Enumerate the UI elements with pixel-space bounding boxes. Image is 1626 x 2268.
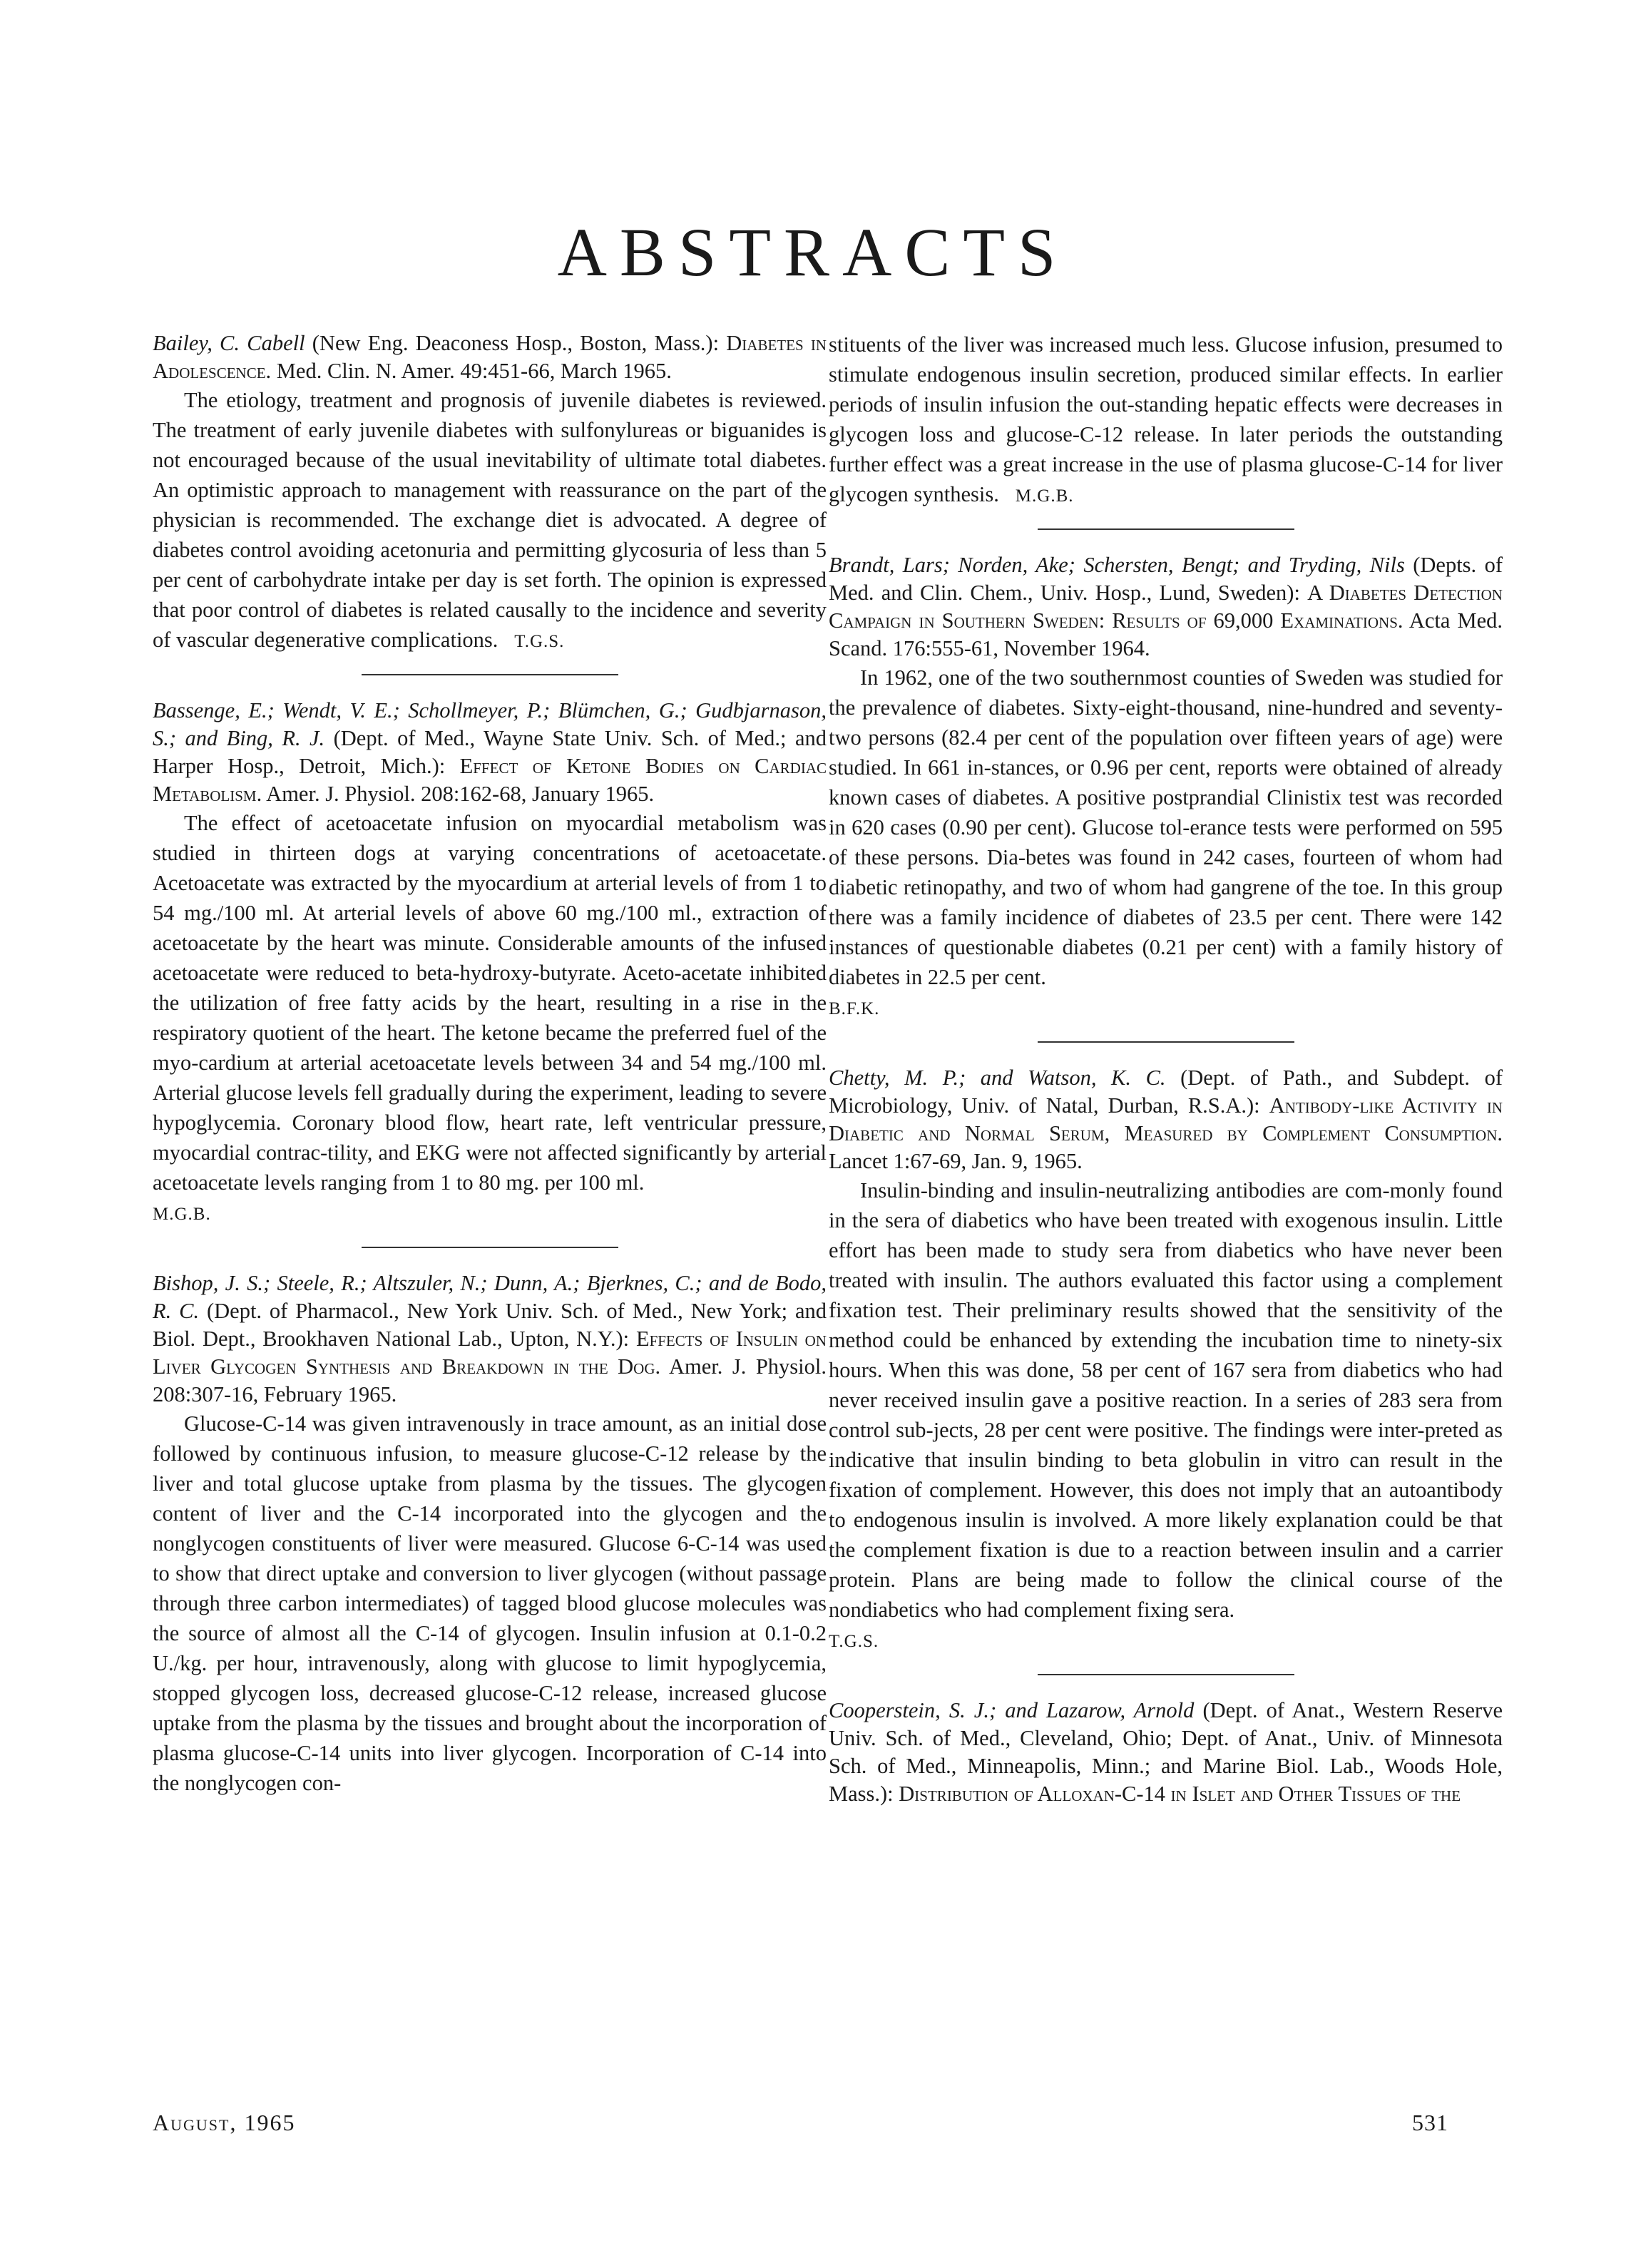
source: Med. Clin. N. Amer. 49:451-66, March 1965.	[271, 359, 672, 383]
separator-rule	[362, 1247, 618, 1248]
abstract-bassenge	[153, 697, 827, 1230]
abstract-body	[153, 1409, 827, 1798]
abstract-body	[153, 808, 827, 1230]
abstract-body-continued	[829, 330, 1503, 511]
article-title: Effect of Ketone Bodies on Cardiac Metabolism.	[153, 754, 827, 806]
source: Lancet 1:67-69, Jan. 9, 1965.	[829, 1149, 1083, 1173]
citation	[829, 1697, 1503, 1808]
right-column	[829, 330, 1503, 1808]
separator-rule	[362, 674, 618, 675]
reviewer-initials: M.G.B.	[153, 1205, 211, 1224]
affiliation: (Depts. of Med. and Clin. Chem., Univ. Hosp., Lund, Sweden):	[829, 553, 1503, 605]
abstract-text: The etiology, treatment and prognosis of juvenile diabetes is reviewed. The treatment of early juvenile diabetes with sulfonylureas or biguanides is not encouraged because of the usual inevitability of ultimate total diabetes. An optimistic approach to management with reassurance on the part of the physician is recommended. The exchange diet is advocated. A degree of diabetes control avoiding acetonuria and permitting glycosuria of less than 5 per cent of carbohydrate intake per day is set forth. The opinion is expressed that poor control of diabetes is related causally to the incidence and severity of vascular degenerative complications.	[153, 388, 827, 652]
article-title: Diabetes in Adolescence.	[153, 331, 827, 383]
authors: Cooperstein, S. J.; and Lazarow, Arnold	[829, 1698, 1195, 1722]
affiliation: (Dept. of Path., and Subdept. of Microbiology, Univ. of Natal, Durban, R.S.A.):	[829, 1066, 1503, 1118]
affiliation: (New Eng. Deaconess Hosp., Boston, Mass.):	[305, 331, 727, 355]
page-title: ABSTRACTS	[557, 214, 1069, 290]
authors: Bishop, J. S.; Steele, R.; Altszuler, N.; Dunn, A.; Bjerknes, C.; and de Bodo, R. C.	[153, 1271, 827, 1323]
left-column	[153, 330, 827, 1798]
abstract-text: Insulin-binding and insulin-neutralizing antibodies are com-monly found in the sera of diabetics who have been treated with exogenous insulin. Little effort has been made to study sera from diabetics who have never been treated with insulin. The authors evaluated this factor using a complement fixation test. Their preliminary results showed that the sensitivity of the method could be enhanced by extending the incubation time to ninety-six hours. When this was done, 58 per cent of 167 sera from diabetics who had never received insulin gave a positive reaction. In a series of 283 sera from control sub-jects, 28 per cent were positive. The findings were inter-preted as indicative that insulin binding to beta globulin in vitro can result in the fixation of complement. However, this does not imply that an autoantibody to endogenous insulin is involved. A more likely explanation could be that the complement fixation is due to a reaction between insulin and a carrier protein. Plans are being made to follow the clinical course of the nondiabetics who had complement fixing sera.	[829, 1178, 1503, 1622]
footer-date: August, 1965	[153, 2110, 296, 2135]
page-number: 531	[1412, 2110, 1448, 2135]
abstract-text: stituents of the liver was increased much less. Glucose infusion, presumed to stimulate endogenous insulin secretion, produced similar effects. In earlier periods of insulin infusion the out-standing hepatic effects were decreases in glycogen loss and glucose-C-12 release. In later periods the outstanding further effect was a great increase in the use of plasma glucose-C-14 for liver glycogen synthesis.	[829, 332, 1503, 506]
citation	[153, 330, 827, 385]
separator-rule	[1038, 1674, 1294, 1675]
article-title: Distribution of Alloxan-C-14 in Islet and Other Tissues of the	[899, 1782, 1461, 1806]
authors: Brandt, Lars; Norden, Ake; Schersten, Bengt; and Tryding, Nils	[829, 553, 1405, 577]
reviewer-initials: M.G.B.	[1015, 486, 1074, 506]
abstract-body	[829, 663, 1503, 1024]
article-title: Antibody-like Activity in Diabetic and Normal Serum, Measured by Complement Consumption.	[829, 1093, 1503, 1145]
authors: Bailey, C. Cabell	[153, 331, 305, 355]
abstract-body	[153, 385, 827, 657]
separator-rule	[1038, 528, 1294, 530]
citation	[829, 1064, 1503, 1175]
abstract-text: Glucose-C-14 was given intravenously in trace amount, as an initial dose followed by continuous infusion, to measure glucose-C-12 release by the liver and total glucose uptake from plasma by the tissues. The glycogen content of liver and the C-14 incorporated into the glycogen and the nonglycogen constituents of liver were measured. Glucose 6-C-14 was used to show that direct uptake and conversion to liver glycogen (without passage through three carbon intermediates) of tagged blood glucose molecules was the source of almost all the C-14 of glycogen. Insulin infusion at 0.1-0.2 U./kg. per hour, intravenously, along with glucose to limit hypoglycemia, stopped glycogen loss, decreased glucose-C-12 release, increased glucose uptake from the plasma by the tissues and brought about the incorporation of plasma glucose-C-14 units into liver glycogen. Incorporation of C-14 into the nonglycogen con-	[153, 1411, 827, 1795]
affiliation: (Dept. of Pharmacol., New York Univ. Sch. of Med., New York; and Biol. Dept., Brookhaven National Lab., Upton, N.Y.):	[153, 1299, 827, 1351]
abstract-bishop-continued	[829, 330, 1503, 511]
reviewer-initials: T.G.S.	[829, 1632, 879, 1651]
citation	[829, 551, 1503, 663]
source: Amer. J. Physiol. 208:307-16, February 1965.	[153, 1354, 827, 1406]
authors: Bassenge, E.; Wendt, V. E.; Schollmeyer, P.; Blümchen, G.; Gudbjarnason, S.; and Bing, R. J.	[153, 698, 827, 750]
abstract-text: The effect of acetoacetate infusion on myocardial metabolism was studied in thirteen dogs at varying concentrations of acetoacetate. Acetoacetate was extracted by the myocardium at arterial levels of from 1 to 54 mg./100 ml. At arterial levels of above 60 mg./100 ml., extraction of acetoacetate by the heart was minute. Considerable amounts of the infused acetoacetate were reduced to beta-hydroxy-butyrate. Aceto-acetate inhibited the utilization of free fatty acids by the heart, resulting in a rise in the respiratory quotient of the heart. The ketone became the preferred fuel of the myo-cardium at arterial acetoacetate levels between 34 and 54 mg./100 ml. Arterial glucose levels fell gradually during the experiment, leading to severe hypoglycemia. Coronary blood flow, heart rate, left ventricular pressure, myocardial contrac-tility, and EKG were not affected significantly by arterial acetoacetate levels ranging from 1 to 80 mg. per 100 ml.	[153, 811, 827, 1195]
authors: Chetty, M. P.; and Watson, K. C.	[829, 1066, 1166, 1090]
abstract-chetty	[829, 1064, 1503, 1657]
source: Acta Med. Scand. 176:555-61, November 1964.	[829, 608, 1503, 660]
article-title: A Diabetes Detection Campaign in Southern Sweden: Results of 69,000 Examinations.	[829, 581, 1503, 633]
abstract-bishop	[153, 1270, 827, 1798]
abstract-cooperstein	[829, 1697, 1503, 1808]
affiliation: (Dept. of Anat., Western Reserve Univ. Sch. of Med., Cleveland, Ohio; Dept. of Anat., Univ. of Minnesota Sch. of Med., Minneapolis, Minn.; and Marine Biol. Lab., Woods Hole, Mass.):	[829, 1698, 1503, 1806]
source: Amer. J. Physiol. 208:162-68, January 1965.	[262, 782, 655, 806]
separator-rule	[1038, 1041, 1294, 1043]
abstract-brandt	[829, 551, 1503, 1024]
reviewer-initials: B.F.K.	[829, 999, 880, 1018]
article-title: Effects of Insulin on Liver Glycogen Synthesis and Breakdown in the Dog.	[153, 1327, 827, 1379]
reviewer-initials: T.G.S.	[514, 632, 565, 651]
affiliation: (Dept. of Med., Wayne State Univ. Sch. of Med.; and Harper Hosp., Detroit, Mich.):	[153, 726, 827, 778]
abstract-text: In 1962, one of the two southernmost counties of Sweden was studied for the prevalence of diabetes. Sixty-eight-thousand, nine-hundred and seventy-two persons (82.4 per cent of the population over fifteen years of age) were studied. In 661 in-stances, or 0.96 per cent, reports were obtained of already known cases of diabetes. A positive postprandial Clinistix test was recorded in 620 cases (0.90 per cent). Glucose tol-erance tests were performed on 595 of these persons. Dia-betes was found in 242 cases, fourteen of whom had diabetic retinopathy, and two of whom had gangrene of the toe. In this group there was a family incidence of diabetes of 23.5 per cent. There were 142 instances of questionable diabetes (0.21 per cent) with a family history of diabetes in 22.5 per cent.	[829, 665, 1503, 989]
citation	[153, 1270, 827, 1409]
citation	[153, 697, 827, 808]
abstract-body	[829, 1175, 1503, 1657]
abstract-bailey	[153, 330, 827, 657]
